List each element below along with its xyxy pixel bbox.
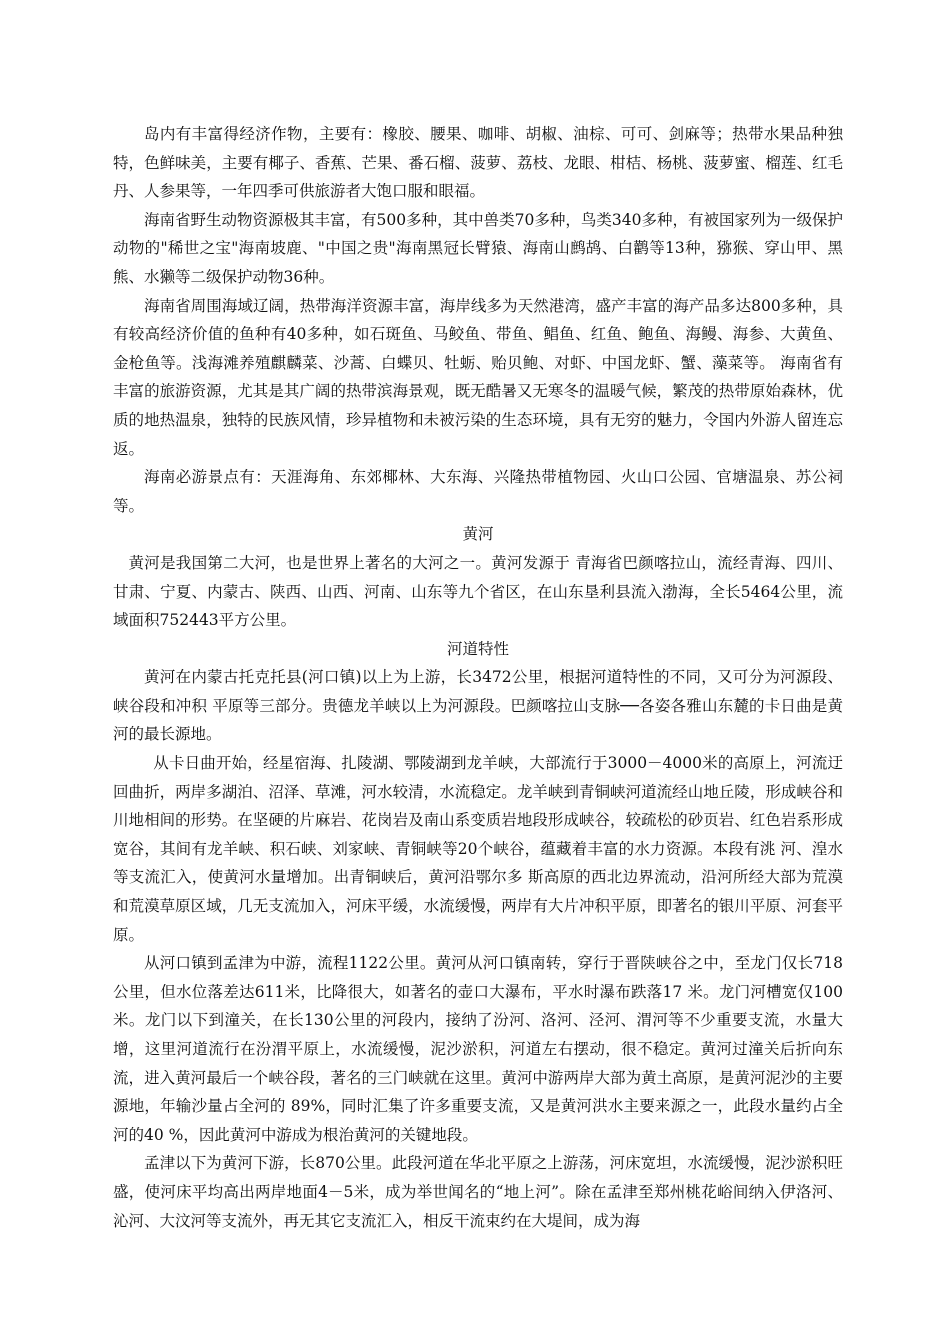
paragraph-hainan-marine: 海南省周围海域辽阔，热带海洋资源丰富，海岸线多为天然港湾，盛产丰富的海产品多达800多种，具有较高经济价值的鱼种有40多种，如石斑鱼、马鲛鱼、带鱼、鲳鱼、红鱼、鲍鱼、海鳗、海参、大黄鱼、金枪鱼等。浅海滩养殖麒麟菜、沙蒿、白蝶贝、牡蛎、贻贝鲍、对虾、中国龙虾、蟹、藻菜等。 海南省有丰富的旅游资源，尤其是其广阔的热带滨海景观，既无酷暑又无寒冬的温暖气候，繁茂的热带原始森林，优质的地热温泉，独特的民族风情，珍异植物和未被污染的生态环境，具有无穷的魅力，令国内外游人留连忘返。: [113, 296, 843, 458]
paragraph-hainan-crops: 岛内有丰富得经济作物，主要有：橡胶、腰果、咖啡、胡椒、油棕、可可、剑麻等；热带水果品种独特，色鲜味美，主要有椰子、香蕉、芒果、番石榴、菠萝、荔枝、龙眼、柑桔、杨桃、菠萝蜜、榴莲、红毛丹、人参果等，一年四季可供旅游者大饱口服和眼福。: [113, 125, 843, 201]
paragraph-lower-reaches: 孟津以下为黄河下游，长870公里。此段河道在华北平原之上游荡，河床宽坦，水流缓慢，泥沙淤积旺盛，使河床平均高出两岸地面4－5米，成为举世闻名的“地上河”。除在孟津至郑州桃花峪间纳入伊洛河、沁河、大汶河等支流外，再无其它支流汇入，相反干流束约在大堤间，成为海: [113, 1154, 843, 1230]
paragraph-hainan-attractions: 海南必游景点有：天涯海角、东郊椰林、大东海、兴隆热带植物园、火山口公园、官塘温泉、苏公祠等。: [113, 468, 843, 515]
paragraph-karriqu-to-ningxia: 从卡日曲开始，经星宿海、扎陵湖、鄂陵湖到龙羊峡，大部流行于3000－4000米的高原上，河流迂回曲折，两岸多湖泊、沼泽、草滩，河水较清，水流稳定。龙羊峡到青铜峡河道流经山地丘陵，形成峡谷和川地相间的形势。在坚硬的片麻岩、花岗岩及南山系变质岩地段形成峡谷，较疏松的砂页岩、红色岩系形成宽谷，其间有龙羊峡、积石峡、刘家峡、青铜峡等20个峡谷，蕴藏着丰富的水力资源。本段有洮 河、湟水等支流汇入，使黄河水量增加。出青铜峡后，黄河沿鄂尔多 斯高原的西北边界流动，沿河所经大部为荒漠和荒漠草原区域，几无支流加入，河床平缓，水流缓慢，两岸有大片冲积平原，即著名的银川平原、河套平原。: [113, 754, 843, 944]
section-title-river-features: 河道特性: [446, 639, 509, 658]
paragraph-upper-reaches: 黄河在内蒙古托克托县(河口镇)以上为上游，长3472公里，根据河道特性的不同，又可分为河源段、峡谷段和冲积 平原等三部分。贵德龙羊峡以上为河源段。巴颜喀拉山支脉──各姿各雅山东麓的卡日曲是黄河的最长源地。: [113, 668, 843, 744]
section-title-yellow-river: 黄河: [462, 525, 494, 544]
document-page: [113, 120, 843, 1235]
paragraph-hainan-wildlife: 海南省野生动物资源极其丰富，有500多种，其中兽类70多种，鸟类340多种，有被国家列为一级保护动物的"稀世之宝"海南坡鹿、"中国之贵"海南黑冠长臂猿、海南山鹧鸪、白鹳等13种，猕猴、穿山甲、黑熊、水獭等二级保护动物36种。: [113, 210, 843, 286]
paragraph-yellow-river-intro: 黄河是我国第二大河，也是世界上著名的大河之一。黄河发源于 青海省巴颜喀拉山，流经青海、四川、甘肃、宁夏、内蒙古、陕西、山西、河南、山东等九个省区，在山东垦利县流入渤海，全长5464公里，流域面积752443平方公里。: [113, 553, 843, 630]
paragraph-middle-reaches: 从河口镇到孟津为中游，流程1122公里。黄河从河口镇南转，穿行于晋陕峡谷之中，至龙门仅长718公里，但水位落差达611米，比降很大，如著名的壶口大瀑布，平水时瀑布跌落17 米。龙门河槽宽仅100米。龙门以下到潼关，在长130公里的河段内，接纳了汾河、洛河、泾河、渭河等不少重要支流，水量大增，这里河道流行在汾渭平原上，水流缓慢，泥沙淤积，河道左右摆动，很不稳定。黄河过潼关后折向东流，进入黄河最后一个峡谷段，著名的三门峡就在这里。黄河中游两岸大部为黄土高原，是黄河泥沙的主要源地，年输沙量占全河的 89%，同时汇集了许多重要支流，又是黄河洪水主要来源之一，此段水量约占全河的40 %，因此黄河中游成为根治黄河的关键地段。: [113, 954, 843, 1144]
